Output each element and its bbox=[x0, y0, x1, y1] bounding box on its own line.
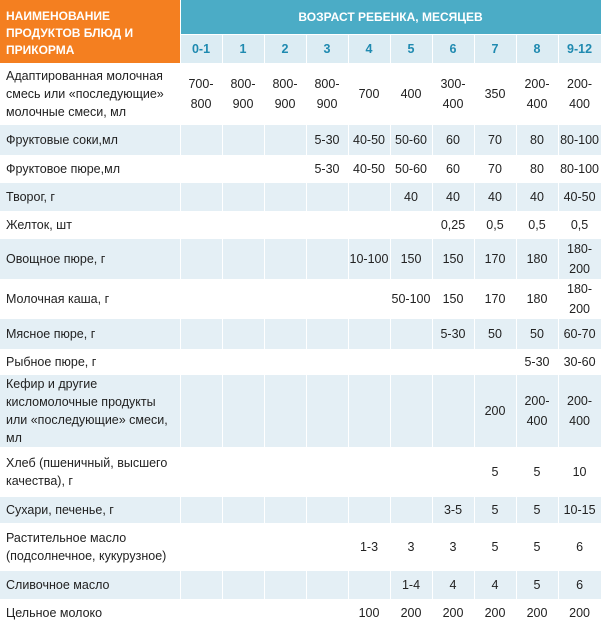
amount-cell bbox=[264, 125, 306, 155]
amount-cell: 80-100 bbox=[558, 155, 601, 183]
amount-cell: 0,5 bbox=[516, 211, 558, 239]
amount-cell: 40 bbox=[390, 183, 432, 211]
amount-cell: 50-60 bbox=[390, 125, 432, 155]
amount-cell bbox=[348, 183, 390, 211]
amount-cell: 3 bbox=[390, 523, 432, 571]
amount-cell: 180 bbox=[516, 239, 558, 279]
amount-cell bbox=[348, 497, 390, 523]
amount-cell: 150 bbox=[432, 279, 474, 319]
amount-cell: 10 bbox=[558, 447, 601, 497]
amount-cell bbox=[474, 349, 516, 375]
amount-cell: 800- 900 bbox=[222, 63, 264, 125]
amount-cell: 0,25 bbox=[432, 211, 474, 239]
amount-cell: 80 bbox=[516, 155, 558, 183]
amount-cell: 5 bbox=[474, 447, 516, 497]
product-name: Овощное пюре, г bbox=[0, 239, 180, 279]
amount-cell bbox=[306, 319, 348, 349]
amount-cell: 350 bbox=[474, 63, 516, 125]
amount-cell bbox=[222, 211, 264, 239]
product-name: Сухари, печенье, г bbox=[0, 497, 180, 523]
amount-cell bbox=[264, 599, 306, 627]
amount-cell: 80-100 bbox=[558, 125, 601, 155]
amount-cell bbox=[390, 319, 432, 349]
amount-cell bbox=[348, 211, 390, 239]
table-row bbox=[0, 239, 601, 279]
amount-cell bbox=[264, 375, 306, 447]
amount-cell: 5-30 bbox=[432, 319, 474, 349]
amount-cell bbox=[348, 279, 390, 319]
amount-cell: 4 bbox=[432, 571, 474, 599]
amount-cell: 200- 400 bbox=[516, 375, 558, 447]
table-row bbox=[0, 447, 601, 497]
amount-cell bbox=[180, 497, 222, 523]
amount-cell bbox=[306, 183, 348, 211]
amount-cell bbox=[306, 349, 348, 375]
table-row bbox=[0, 211, 601, 239]
product-name: Желток, шт bbox=[0, 211, 180, 239]
product-name: Сливочное масло bbox=[0, 571, 180, 599]
amount-cell: 5 bbox=[474, 523, 516, 571]
age-column-header: 8 bbox=[516, 35, 558, 64]
amount-cell: 150 bbox=[390, 239, 432, 279]
amount-cell: 200 bbox=[474, 375, 516, 447]
age-column-header: 0-1 bbox=[180, 35, 222, 64]
amount-cell: 1-4 bbox=[390, 571, 432, 599]
table-row bbox=[0, 375, 601, 447]
amount-cell bbox=[390, 211, 432, 239]
amount-cell bbox=[222, 447, 264, 497]
products-header: НАИМЕНОВАНИЕ ПРОДУКТОВ БЛЮД И ПРИКОРМА bbox=[0, 0, 180, 63]
table-row bbox=[0, 571, 601, 599]
amount-cell bbox=[390, 349, 432, 375]
amount-cell bbox=[348, 447, 390, 497]
amount-cell: 170 bbox=[474, 239, 516, 279]
amount-cell bbox=[180, 279, 222, 319]
amount-cell bbox=[222, 279, 264, 319]
amount-cell: 400 bbox=[390, 63, 432, 125]
amount-cell: 200 bbox=[474, 599, 516, 627]
table-row bbox=[0, 279, 601, 319]
amount-cell bbox=[348, 349, 390, 375]
product-name: Цельное молоко bbox=[0, 599, 180, 627]
amount-cell bbox=[264, 279, 306, 319]
amount-cell bbox=[180, 447, 222, 497]
amount-cell bbox=[432, 349, 474, 375]
age-group-header: ВОЗРАСТ РЕБЕНКА, МЕСЯЦЕВ bbox=[180, 0, 601, 35]
amount-cell: 150 bbox=[432, 239, 474, 279]
amount-cell: 50-100 bbox=[390, 279, 432, 319]
amount-cell: 200 bbox=[516, 599, 558, 627]
amount-cell bbox=[264, 319, 306, 349]
amount-cell bbox=[306, 447, 348, 497]
amount-cell: 5 bbox=[516, 523, 558, 571]
amount-cell bbox=[390, 497, 432, 523]
amount-cell bbox=[348, 319, 390, 349]
amount-cell bbox=[306, 497, 348, 523]
amount-cell bbox=[306, 279, 348, 319]
amount-cell bbox=[264, 447, 306, 497]
amount-cell: 200- 400 bbox=[558, 63, 601, 125]
amount-cell: 5 bbox=[474, 497, 516, 523]
amount-cell: 4 bbox=[474, 571, 516, 599]
product-name: Мясное пюре, г bbox=[0, 319, 180, 349]
amount-cell: 50 bbox=[474, 319, 516, 349]
product-name: Кефир и другие кисломолочные продукты или «последующие» смеси, мл bbox=[0, 375, 180, 447]
amount-cell: 180- 200 bbox=[558, 239, 601, 279]
amount-cell bbox=[180, 319, 222, 349]
amount-cell: 700- 800 bbox=[180, 63, 222, 125]
amount-cell bbox=[180, 239, 222, 279]
product-name: Рыбное пюре, г bbox=[0, 349, 180, 375]
amount-cell bbox=[180, 155, 222, 183]
amount-cell bbox=[180, 349, 222, 375]
amount-cell: 200- 400 bbox=[516, 63, 558, 125]
amount-cell bbox=[222, 155, 264, 183]
amount-cell bbox=[264, 571, 306, 599]
amount-cell: 5-30 bbox=[516, 349, 558, 375]
amount-cell: 0,5 bbox=[558, 211, 601, 239]
amount-cell: 700 bbox=[348, 63, 390, 125]
amount-cell: 60-70 bbox=[558, 319, 601, 349]
amount-cell: 3-5 bbox=[432, 497, 474, 523]
amount-cell: 80 bbox=[516, 125, 558, 155]
amount-cell: 40-50 bbox=[558, 183, 601, 211]
amount-cell bbox=[264, 349, 306, 375]
amount-cell bbox=[222, 523, 264, 571]
amount-cell bbox=[180, 571, 222, 599]
amount-cell: 70 bbox=[474, 155, 516, 183]
amount-cell: 40-50 bbox=[348, 125, 390, 155]
amount-cell: 10-100 bbox=[348, 239, 390, 279]
amount-cell: 3 bbox=[432, 523, 474, 571]
age-column-header: 5 bbox=[390, 35, 432, 64]
amount-cell: 30-60 bbox=[558, 349, 601, 375]
amount-cell bbox=[222, 183, 264, 211]
amount-cell bbox=[180, 599, 222, 627]
amount-cell bbox=[306, 375, 348, 447]
amount-cell: 5-30 bbox=[306, 155, 348, 183]
age-column-header: 2 bbox=[264, 35, 306, 64]
amount-cell bbox=[264, 211, 306, 239]
amount-cell bbox=[180, 375, 222, 447]
amount-cell: 180 bbox=[516, 279, 558, 319]
amount-cell: 5 bbox=[516, 497, 558, 523]
amount-cell bbox=[306, 523, 348, 571]
amount-cell bbox=[390, 375, 432, 447]
amount-cell bbox=[180, 183, 222, 211]
amount-cell: 40 bbox=[474, 183, 516, 211]
amount-cell: 1-3 bbox=[348, 523, 390, 571]
amount-cell: 40 bbox=[516, 183, 558, 211]
amount-cell bbox=[222, 319, 264, 349]
amount-cell bbox=[222, 599, 264, 627]
table-body bbox=[0, 63, 601, 627]
age-column-header: 9-12 bbox=[558, 35, 601, 64]
amount-cell bbox=[222, 375, 264, 447]
product-name: Фруктовые соки,мл bbox=[0, 125, 180, 155]
amount-cell: 200 bbox=[432, 599, 474, 627]
amount-cell bbox=[264, 239, 306, 279]
amount-cell bbox=[264, 497, 306, 523]
table-row bbox=[0, 125, 601, 155]
amount-cell bbox=[222, 125, 264, 155]
amount-cell: 10-15 bbox=[558, 497, 601, 523]
amount-cell: 50-60 bbox=[390, 155, 432, 183]
product-name: Адаптированная молочная смесь или «последующие» молочные смеси, мл bbox=[0, 63, 180, 125]
amount-cell: 6 bbox=[558, 523, 601, 571]
amount-cell: 800- 900 bbox=[264, 63, 306, 125]
amount-cell: 40-50 bbox=[348, 155, 390, 183]
amount-cell: 200 bbox=[558, 599, 601, 627]
amount-cell: 60 bbox=[432, 125, 474, 155]
amount-cell: 70 bbox=[474, 125, 516, 155]
amount-cell bbox=[432, 375, 474, 447]
product-name: Творог, г bbox=[0, 183, 180, 211]
amount-cell bbox=[348, 375, 390, 447]
amount-cell bbox=[432, 447, 474, 497]
amount-cell: 40 bbox=[432, 183, 474, 211]
amount-cell bbox=[306, 211, 348, 239]
amount-cell: 800- 900 bbox=[306, 63, 348, 125]
amount-cell bbox=[306, 239, 348, 279]
amount-cell: 6 bbox=[558, 571, 601, 599]
age-column-header: 4 bbox=[348, 35, 390, 64]
age-column-header: 1 bbox=[222, 35, 264, 64]
amount-cell bbox=[180, 211, 222, 239]
product-name: Растительное масло (подсолнечное, кукурузное) bbox=[0, 523, 180, 571]
amount-cell bbox=[264, 523, 306, 571]
table-row bbox=[0, 523, 601, 571]
amount-cell: 5 bbox=[516, 447, 558, 497]
table-row bbox=[0, 63, 601, 125]
amount-cell bbox=[222, 239, 264, 279]
table-row bbox=[0, 599, 601, 627]
amount-cell bbox=[306, 571, 348, 599]
product-name: Молочная каша, г bbox=[0, 279, 180, 319]
table-row bbox=[0, 183, 601, 211]
amount-cell bbox=[264, 155, 306, 183]
amount-cell bbox=[348, 571, 390, 599]
amount-cell: 5-30 bbox=[306, 125, 348, 155]
product-name: Хлеб (пшеничный, высшего качества), г bbox=[0, 447, 180, 497]
amount-cell: 180- 200 bbox=[558, 279, 601, 319]
amount-cell bbox=[306, 599, 348, 627]
amount-cell bbox=[180, 523, 222, 571]
age-column-header: 7 bbox=[474, 35, 516, 64]
amount-cell: 100 bbox=[348, 599, 390, 627]
table-row bbox=[0, 349, 601, 375]
table-row bbox=[0, 497, 601, 523]
amount-cell: 0,5 bbox=[474, 211, 516, 239]
amount-cell bbox=[264, 183, 306, 211]
amount-cell: 5 bbox=[516, 571, 558, 599]
amount-cell bbox=[222, 571, 264, 599]
amount-cell: 200 bbox=[390, 599, 432, 627]
amount-cell: 170 bbox=[474, 279, 516, 319]
amount-cell: 200- 400 bbox=[558, 375, 601, 447]
table-row bbox=[0, 155, 601, 183]
product-name: Фруктовое пюре,мл bbox=[0, 155, 180, 183]
amount-cell bbox=[222, 349, 264, 375]
amount-cell: 60 bbox=[432, 155, 474, 183]
amount-cell: 50 bbox=[516, 319, 558, 349]
age-column-header: 6 bbox=[432, 35, 474, 64]
amount-cell bbox=[222, 497, 264, 523]
amount-cell bbox=[180, 125, 222, 155]
table-row bbox=[0, 319, 601, 349]
amount-cell bbox=[390, 447, 432, 497]
amount-cell: 300- 400 bbox=[432, 63, 474, 125]
age-column-header: 3 bbox=[306, 35, 348, 64]
